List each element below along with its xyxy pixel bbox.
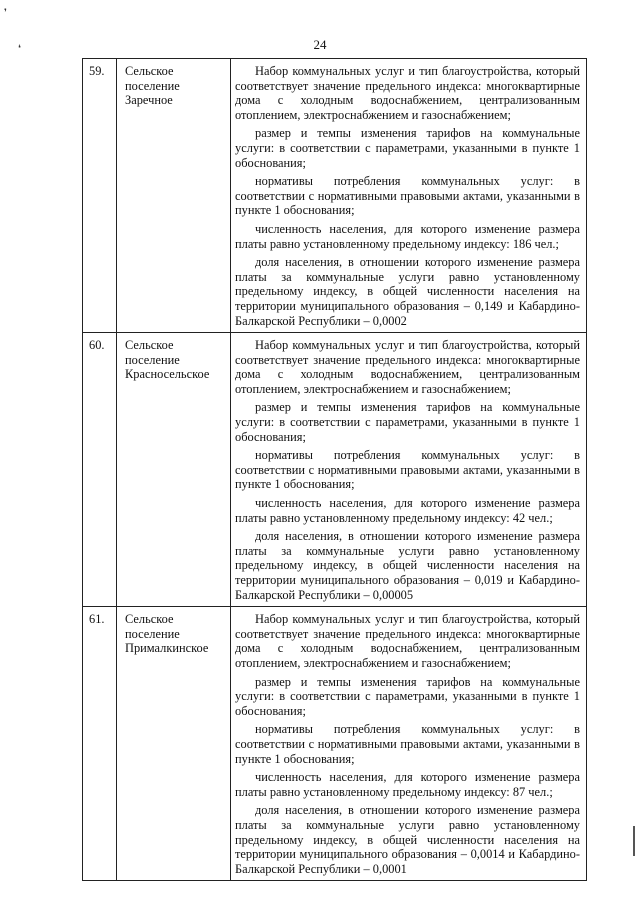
settlement-name-line: Сельское	[125, 612, 174, 627]
settlement-name	[117, 59, 231, 333]
table-row	[83, 333, 587, 607]
settlement-name	[117, 607, 231, 881]
description-paragraph: нормативы потребления коммунальных услуг: в соответствии с нормативными правовыми актами, указанными в пункте 1 обоснования;	[235, 448, 580, 492]
table-row	[83, 59, 587, 333]
description-paragraph: доля населения, в отношении которого изменение размера платы за коммунальные услуги равно установленному предельному индексу, в общей численности населения на территории муниципального образования – 0,149 и Кабардино-Балкарской Республики – 0,0002	[235, 255, 580, 328]
index-description	[231, 333, 587, 607]
description-paragraph: численность населения, для которого изменение размера платы равно установленному предельному индексу: 186 чел.;	[235, 221, 580, 251]
scan-speck: ❛	[18, 43, 21, 53]
description-paragraph: численность населения, для которого изменение размера платы равно установленному предельному индексу: 42 чел.;	[235, 496, 580, 525]
table-row	[83, 607, 587, 881]
settlement-name-line: Сельское	[125, 338, 174, 353]
description-paragraph: численность населения, для которого изменение размера платы равно установленному предельному индексу: 87 чел.;	[235, 770, 580, 799]
description-paragraph: доля населения, в отношении которого изменение размера платы за коммунальные услуги равно установленному предельному индексу, в общей численности населения на территории муниципального образования – 0,019 и Кабардино-Балкарской Республики – 0,00005	[235, 529, 580, 602]
index-description	[231, 59, 587, 333]
description-paragraph: размер и темпы изменения тарифов на коммунальные услуги: в соответствии с параметрами, указанными в пункте 1 обоснования;	[235, 674, 580, 718]
description-paragraph: доля населения, в отношении которого изменение размера платы за коммунальные услуги равно установленному предельному индексу, в общей численности населения на территории муниципального образования – 0,0014 и Кабардино-Балкарской Республики – 0,0001	[235, 803, 580, 876]
row-number: 60.	[83, 333, 117, 607]
row-number: 61.	[83, 607, 117, 881]
settlement-table-body	[83, 59, 587, 881]
description-paragraph: нормативы потребления коммунальных услуг: в соответствии с нормативными правовыми актами, указанными в пункте 1 обоснования;	[235, 722, 580, 766]
settlement-name-line: Сельское	[125, 64, 174, 78]
description-paragraph: размер и темпы изменения тарифов на коммунальные услуги: в соответствии с параметрами, указанными в пункте 1 обоснования;	[235, 400, 580, 444]
description-paragraph: нормативы потребления коммунальных услуг: в соответствии с нормативными правовыми актами, указанными в пункте 1 обоснования;	[235, 174, 580, 218]
settlement-name	[117, 333, 231, 607]
settlement-name-line: поселение	[125, 78, 180, 93]
index-description	[231, 607, 587, 881]
settlement-name-line: Прималкинское	[125, 641, 209, 656]
page-number: 24	[313, 37, 327, 52]
scan-edge-mark	[633, 826, 635, 856]
description-paragraph: размер и темпы изменения тарифов на коммунальные услуги: в соответствии с параметрами, указанными в пункте 1 обоснования;	[235, 126, 580, 170]
description-paragraph: Набор коммунальных услуг и тип благоустройства, который соответствует значение предельного индекса: многоквартирные дома с холодным водоснабжением, централизованным отоплением, электроснабжением и газоснабжением;	[235, 338, 580, 396]
settlement-table	[82, 58, 587, 881]
scan-speck: ❜	[4, 7, 7, 17]
settlement-name-line: Красносельское	[125, 367, 210, 382]
description-paragraph: Набор коммунальных услуг и тип благоустройства, который соответствует значение предельного индекса: многоквартирные дома с холодным водоснабжением, централизованным отоплением, электроснабжением и газоснабжением;	[235, 612, 580, 670]
row-number: 59.	[83, 59, 117, 333]
settlement-name-line: поселение	[125, 352, 180, 367]
settlement-name-line: поселение	[125, 626, 180, 641]
settlement-name-line: Заречное	[125, 93, 173, 108]
description-paragraph: Набор коммунальных услуг и тип благоустройства, который соответствует значение предельного индекса: многоквартирные дома с холодным водоснабжением, централизованным отоплением, электроснабжением и газоснабжением;	[235, 64, 580, 122]
